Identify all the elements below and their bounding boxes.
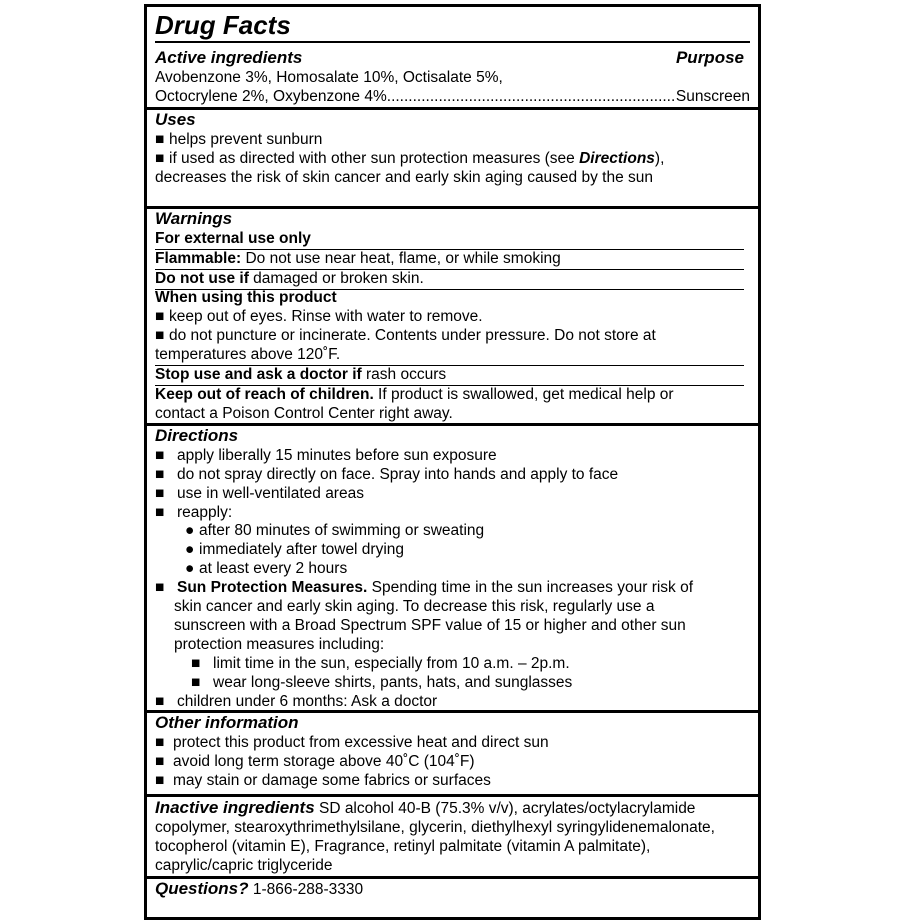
uses-heading: Uses xyxy=(155,110,196,129)
inactive-line: copolymer, stearoxythrimethylsilane, glycerin, diethylhexyl syringylidenemalonate, xyxy=(155,819,715,836)
section-rule xyxy=(147,206,758,209)
warnings-heading: Warnings xyxy=(155,209,233,228)
inactive-line: tocopherol (vitamin E), Fragrance, retinyl palmitate (vitamin A palmitate), xyxy=(155,838,651,855)
sun-protection-cont: skin cancer and early skin aging. To decrease this risk, regularly use a xyxy=(174,598,655,615)
when-using-item: ■ do not puncture or incinerate. Contents under pressure. Do not store at xyxy=(155,327,656,344)
sun-protection-cont: protection measures including: xyxy=(174,636,385,653)
flammable-line: Flammable: Do not use near heat, flame, or while smoking xyxy=(155,250,561,267)
other-info-item: ■ protect this product from excessive heat and direct sun xyxy=(155,734,549,751)
sun-protection-item: ■ Sun Protection Measures. Spending time in the sun increases your risk of xyxy=(155,579,694,596)
keep-out-line-cont: contact a Poison Control Center right away. xyxy=(155,405,453,422)
active-line-1: Avobenzone 3%, Homosalate 10%, Octisalate 5%, xyxy=(155,69,503,86)
title-rule xyxy=(155,41,750,43)
directions-item: ■ reapply: xyxy=(155,504,233,521)
directions-heading: Directions xyxy=(155,426,239,445)
drug-facts-panel xyxy=(144,4,761,920)
when-using-heading: When using this product xyxy=(155,289,337,306)
reapply-item: ● immediately after towel drying xyxy=(185,541,405,558)
active-line-2: Octocrylene 2%, Oxybenzone 4% ..... Sunscreen xyxy=(155,88,750,106)
directions-item: ■ use in well-ventilated areas xyxy=(155,485,364,502)
sun-protection-measure: ■ wear long-sleeve shirts, pants, hats, and sunglasses xyxy=(191,674,573,691)
reapply-item: ● at least every 2 hours xyxy=(185,560,348,577)
active-heading-row: Active ingredients Purpose xyxy=(155,48,744,67)
other-info-heading: Other information xyxy=(155,713,299,732)
uses-item: ■ if used as directed with other sun protection measures (see Directions), xyxy=(155,150,665,167)
reapply-item: ● after 80 minutes of swimming or sweating xyxy=(185,522,485,539)
uses-item-cont: decreases the risk of skin cancer and early skin aging caused by the sun xyxy=(155,169,653,186)
other-info-item: ■ avoid long term storage above 40˚C (104˚F) xyxy=(155,753,475,770)
external-use: For external use only xyxy=(155,230,311,247)
keep-out-line: Keep out of reach of children. If product is swallowed, get medical help or xyxy=(155,386,674,403)
purpose-value: Sunscreen xyxy=(675,88,750,105)
when-using-item-cont: temperatures above 120˚F. xyxy=(155,346,341,363)
section-rule xyxy=(147,423,758,426)
directions-item: ■ do not spray directly on face. Spray into hands and apply to face xyxy=(155,466,619,483)
dot-leader xyxy=(387,88,676,106)
inactive-line-1: Inactive ingredients SD alcohol 40-B (75.3% v/v), acrylates/octylacrylamide xyxy=(155,798,696,817)
purpose-heading: Purpose xyxy=(675,48,744,67)
directions-item: ■ apply liberally 15 minutes before sun exposure xyxy=(155,447,497,464)
questions-line: Questions? 1-866-288-3330 xyxy=(155,879,364,898)
panel-title: Drug Facts xyxy=(155,10,291,40)
sun-protection-measure: ■ limit time in the sun, especially from 10 a.m. – 2p.m. xyxy=(191,655,570,672)
do-not-use-line: Do not use if damaged or broken skin. xyxy=(155,270,424,287)
inactive-line: caprylic/capric triglyceride xyxy=(155,857,333,874)
uses-item: ■ helps prevent sunburn xyxy=(155,131,323,148)
other-info-item: ■ may stain or damage some fabrics or surfaces xyxy=(155,772,491,789)
section-rule xyxy=(147,107,758,110)
directions-item: ■ children under 6 months: Ask a doctor xyxy=(155,693,438,710)
when-using-item: ■ keep out of eyes. Rinse with water to remove. xyxy=(155,308,483,325)
section-rule xyxy=(147,794,758,797)
phone-number: 1-866-288-3330 xyxy=(248,881,364,898)
sun-protection-cont: sunscreen with a Broad Spectrum SPF value of 15 or higher and other sun xyxy=(174,617,686,634)
stop-use-line: Stop use and ask a doctor if rash occurs xyxy=(155,366,447,383)
